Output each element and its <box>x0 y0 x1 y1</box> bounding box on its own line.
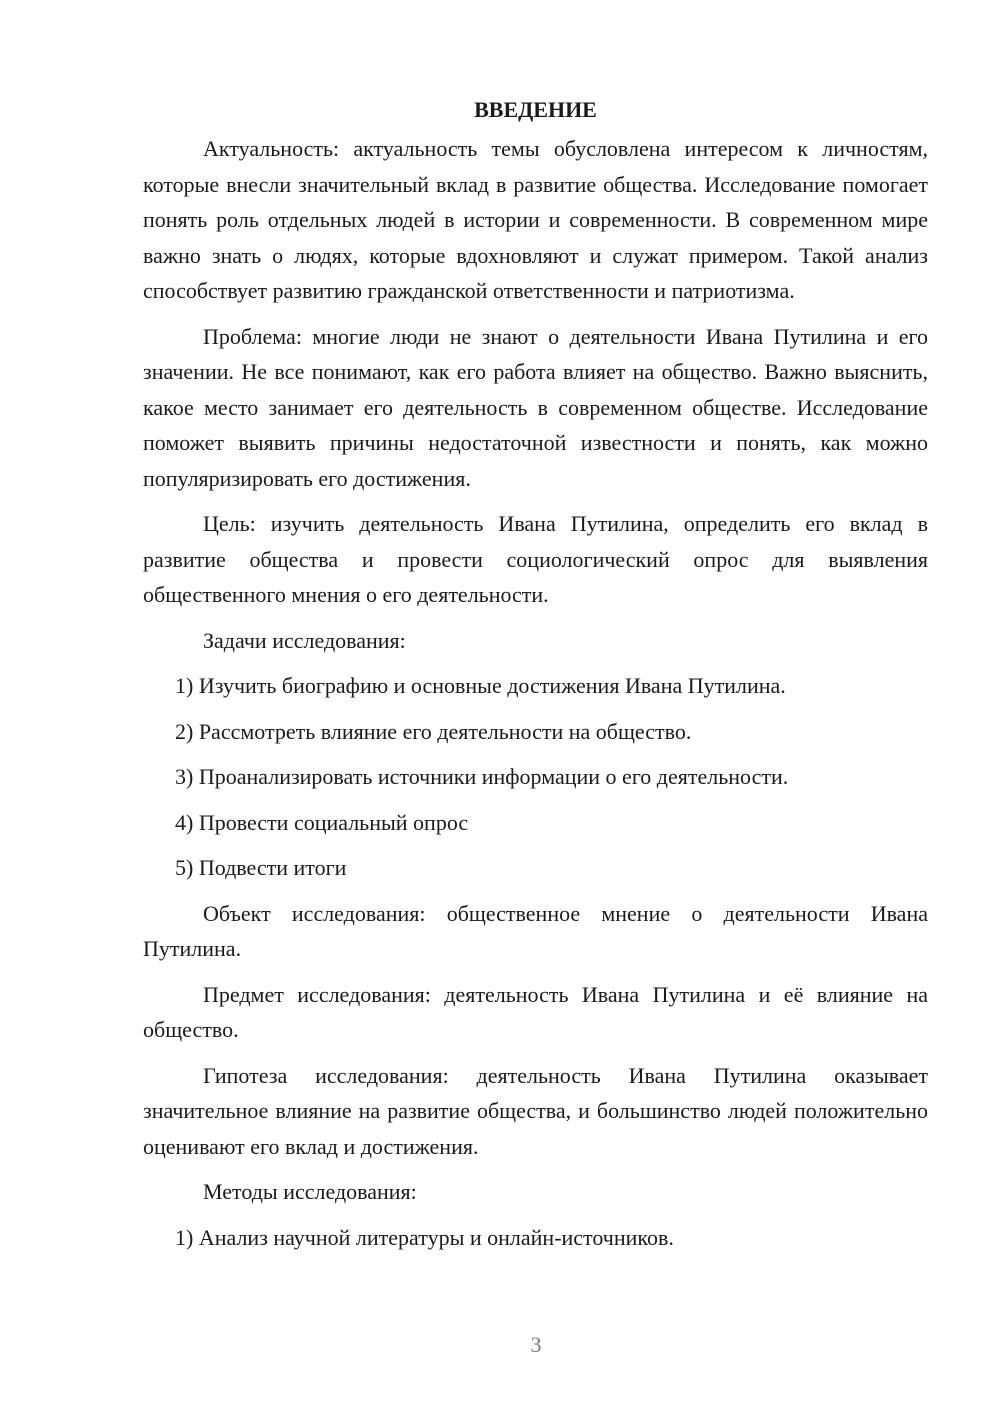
methods-list <box>143 1220 928 1256</box>
goal-paragraph: Цель: изучить деятельность Ивана Путилина, определить его вклад в развитие общества и провести социологический опрос для выявления общественного мнения о его деятельности. <box>143 511 928 607</box>
subject-paragraph: Предмет исследования: деятельность Ивана Путилина и её влияние на общество. <box>143 981 928 1042</box>
page-title: ВВЕДЕНИЕ <box>474 97 597 122</box>
hypothesis-paragraph: Гипотеза исследования: деятельность Ивана Путилина оказывает значительное влияние на развитие общества, и большинство людей положительно оценивают его вклад и достижения. <box>143 1062 928 1159</box>
methods-heading: Методы исследования: <box>203 1179 417 1204</box>
problem-paragraph: Проблема: многие люди не знают о деятельности Ивана Путилина и его значении. Не все понимают, как его работа влияет на общество. Важно выяснить, какое место занимает его деятельность в современном обществе. Исследование поможет выявить причины недостаточной известности и понять, как можно популяризировать его достижения. <box>143 323 928 491</box>
page-number: 3 <box>530 1332 542 1357</box>
list-item: 3) Проанализировать источники информации о его деятельности. <box>175 764 789 789</box>
list-item: 2) Рассмотреть влияние его деятельности на общество. <box>175 718 692 744</box>
relevance-paragraph: Актуальность: актуальность темы обусловлена интересом к личностям, которые внесли значительный вклад в развитие общества. Исследование помогает понять роль отдельных людей в истории и современности. В современном мире важно знать о людях, которые вдохновляют и служат примером. Такой анализ способствует развитию гражданской ответственности и патриотизма. <box>143 136 928 303</box>
list-item: 1) Изучить биографию и основные достижения Ивана Путилина. <box>175 673 786 698</box>
list-item: 5) Подвести итоги <box>175 855 347 880</box>
tasks-heading: Задачи исследования: <box>203 627 406 653</box>
list-item: 4) Провести социальный опрос <box>175 809 469 835</box>
object-paragraph: Объект исследования: общественное мнение о деятельности Ивана Путилина. <box>143 900 928 961</box>
tasks-list <box>143 668 928 886</box>
list-item: 1) Анализ научной литературы и онлайн-источников. <box>175 1224 674 1250</box>
document-page <box>143 92 928 1265</box>
